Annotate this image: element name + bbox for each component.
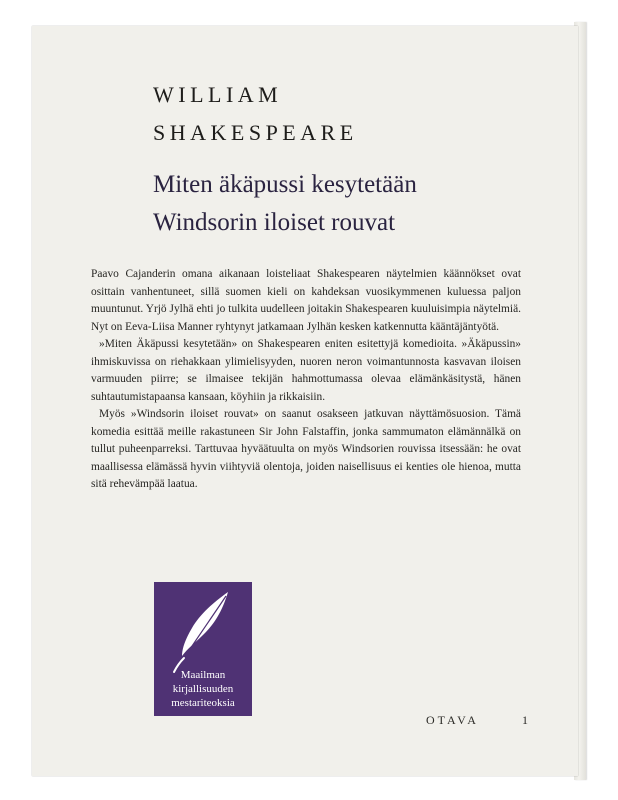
series-line: kirjallisuuden bbox=[172, 683, 234, 695]
author-name bbox=[153, 76, 358, 152]
series-line: mestariteoksia bbox=[171, 697, 235, 709]
quill-icon bbox=[170, 588, 236, 674]
series-name bbox=[154, 668, 252, 710]
title-second: Windsorin iloiset rouvat bbox=[153, 209, 396, 236]
series-badge bbox=[154, 582, 252, 716]
title-first: Miten äkäpussi kesytetään bbox=[153, 171, 417, 198]
series-line: Maailman bbox=[180, 669, 226, 681]
book-titles bbox=[153, 166, 417, 242]
description-text bbox=[91, 266, 521, 494]
author-last-name: SHAKESPEARE bbox=[153, 120, 358, 145]
author-first-name: WILLIAM bbox=[153, 82, 283, 107]
publisher-name: OTAVA bbox=[426, 713, 479, 727]
page-number: 1 bbox=[522, 713, 528, 727]
paragraph: Paavo Cajanderin omana aikanaan loisteliaat Shakespearen näytelmien käännökset ovat osittain vanhentuneet, sillä suomen kieli on kahdeksan vuosikymmenen kuluessa paljon muuntunut. Yrjö Jylhä ehti jo tulkita uudelleen joitakin Shakespearen kuuluisimpia näytelmiä. Nyt on Eeva-Liisa Manner ryhtynyt jatkamaan Jylhän kesken katkennutta kääntäjäntyötä. bbox=[91, 268, 521, 333]
paragraph: Myös »Windsorin iloiset rouvat» on saanut osakseen jatkuvan näyttämösuosion. Tämä komedia esittää meille rakastuneen Sir John Falstaffin, jonka sammumaton elämännälkä on tullut puheenparreksi. Tarttuvaa hyväätuulta on myös Windsorien rouvissa itsessään: he ovat maallisessa elämässä hyvin viihtyviä olentoja, joiden naisellisuus ei kenties ole hienoa, mutta sitä rehevämpää laatua. bbox=[91, 408, 521, 490]
paragraph: »Miten Äkäpussi kesytetään» on Shakespearen eniten esitettyjä komedioita. »Äkäpussin» ihmiskuvissa on riehakkaan ylimielisyyden, nuoren neron voimantunnosta kasvavan iloisen varmuuden piirre; se ilmaisee tekijän hahmottumassa olevaa elämänkäsitystä, hänen suhtautumistapaansa kansaan, köyhiin ja rikkaisiin. bbox=[91, 338, 521, 403]
